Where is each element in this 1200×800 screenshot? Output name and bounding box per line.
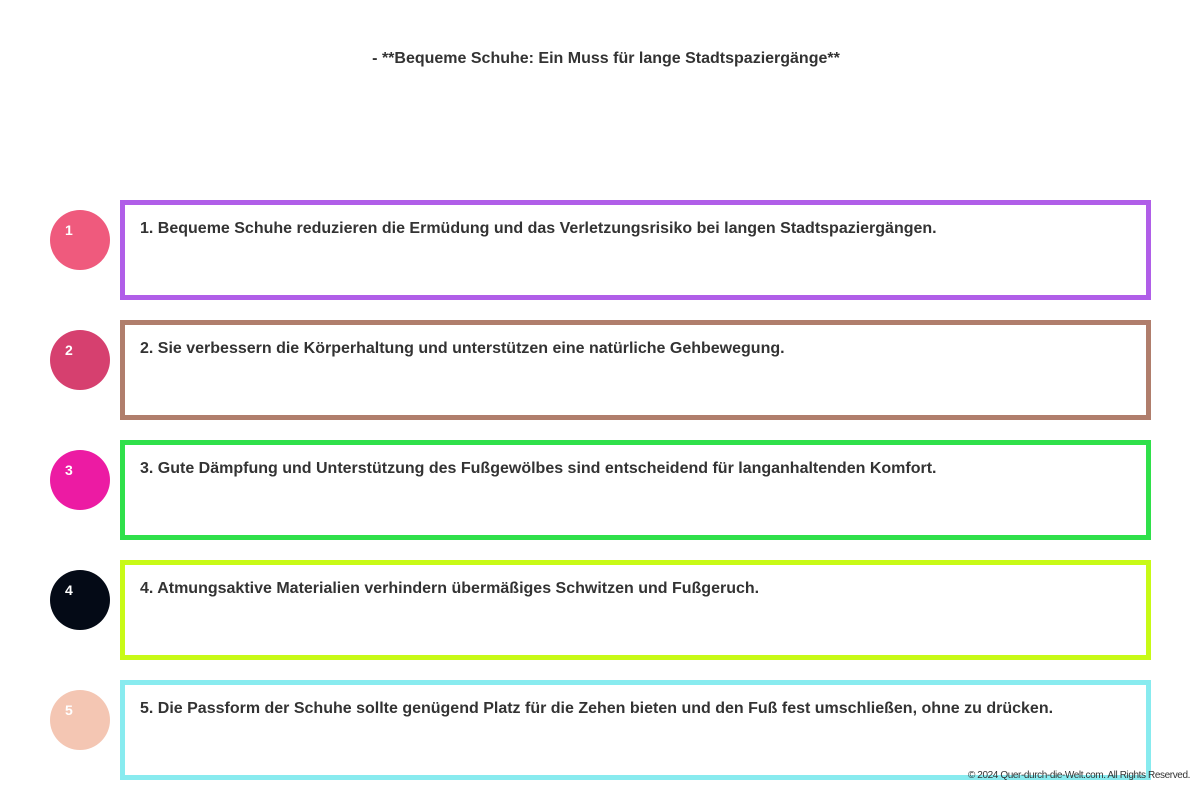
number-label: 4 <box>65 582 73 598</box>
item-text: 2. Sie verbessern die Körperhaltung und unterstützen eine natürliche Gehbewegung. <box>140 340 785 357</box>
copyright-footer: © 2024 Quer-durch-die-Welt.com. All Rights Reserved. <box>967 770 1190 781</box>
number-label: 5 <box>65 702 73 718</box>
list-item <box>0 320 1200 420</box>
item-box <box>120 320 1151 420</box>
number-badge <box>50 570 110 630</box>
number-label: 2 <box>65 342 73 358</box>
number-badge <box>50 210 110 270</box>
list-item <box>0 560 1200 660</box>
item-box <box>120 440 1151 540</box>
list-item <box>0 680 1200 780</box>
item-text: 1. Bequeme Schuhe reduzieren die Ermüdung und das Verletzungsrisiko bei langen Stadtspaziergängen. <box>140 220 937 237</box>
number-badge <box>50 690 110 750</box>
list-item <box>0 440 1200 540</box>
item-text: 3. Gute Dämpfung und Unterstützung des Fußgewölbes sind entscheidend für langanhaltenden Komfort. <box>140 460 937 477</box>
number-badge <box>50 450 110 510</box>
item-box <box>120 560 1151 660</box>
number-badge <box>50 330 110 390</box>
number-label: 3 <box>65 462 73 478</box>
number-label: 1 <box>65 222 73 238</box>
page-title: - **Bequeme Schuhe: Ein Muss für lange Stadtspaziergänge** <box>372 50 840 67</box>
item-box <box>120 680 1151 780</box>
item-text: 5. Die Passform der Schuhe sollte genügend Platz für die Zehen bieten und den Fuß fest umschließen, ohne zu drücken. <box>140 700 1054 717</box>
list-item <box>0 200 1200 300</box>
item-box <box>120 200 1151 300</box>
item-text: 4. Atmungsaktive Materialien verhindern übermäßiges Schwitzen und Fußgeruch. <box>140 580 760 597</box>
